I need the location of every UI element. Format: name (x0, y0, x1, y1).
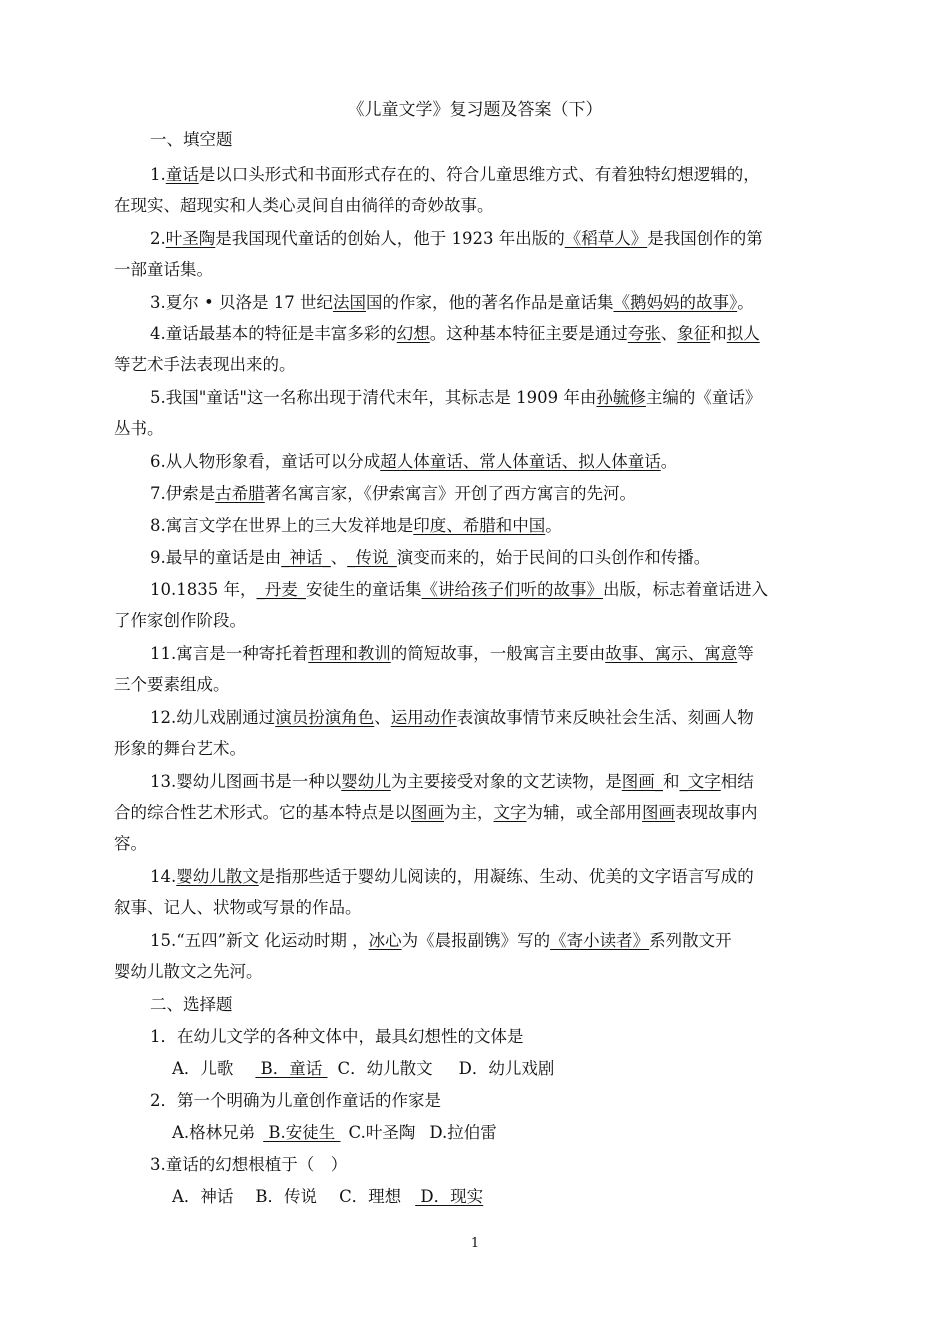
choice-question-1: 1．在幼儿文学的各种文体中，最具幻想性的文体是 (150, 1027, 524, 1046)
question-10-line-2: 了作家创作阶段。 (114, 611, 246, 630)
document-title: 《儿童文学》复习题及答案（下） (347, 100, 603, 120)
question-5-line-2: 丛书。 (114, 419, 164, 438)
choice-question-2: 2．第一个明确为儿童创作童话的作家是 (150, 1091, 441, 1110)
question-1-line-2: 在现实、超现实和人类心灵间自由徜徉的奇妙故事。 (114, 196, 494, 215)
question-1-line-1: 1.童话是以口头形式和书面形式存在的、符合儿童思维方式、有着独特幻想逻辑的， (150, 165, 760, 184)
question-11-line-1: 11.寓言是一种寄托着哲理和教训的简短故事，一般寓言主要由故事、寓示、寓意等 (150, 644, 754, 663)
choice-question-2-options: A.格林兄弟 B.安徒生 C.叶圣陶 D.拉伯雷 (172, 1123, 497, 1142)
question-14-line-1: 14.婴幼儿散文是指那些适于婴幼儿阅读的，用凝练、生动、优美的文字语言写成的 (150, 867, 754, 886)
question-15-line-2: 婴幼儿散文之先河。 (114, 962, 263, 981)
choice-question-3: 3.童话的幻想根植于（ ） (150, 1155, 348, 1174)
question-13-line-2: 合的综合性艺术形式。它的基本特点是以图画为主，文字为辅，或全部用图画表现故事内 (114, 803, 758, 822)
question-11-line-2: 三个要素组成。 (114, 675, 230, 694)
question-13-line-3: 容。 (114, 834, 147, 853)
question-2-line-1: 2.叶圣陶是我国现代童话的创始人，他于 1923 年出版的《稻草人》是我国创作的第 (150, 229, 763, 248)
question-9: 9.最早的童话是由_神话_、_传说_演变而来的，始于民间的口头创作和传播。 (150, 548, 711, 567)
choice-question-1-options: A．儿歌 B．童话 C．幼儿散文 D．幼儿戏剧 (172, 1059, 555, 1078)
question-14-line-2: 叙事、记人、状物或写景的作品。 (114, 898, 362, 917)
question-4-line-1: 4.童话最基本的特征是丰富多彩的幻想。这种基本特征主要是通过夸张、象征和拟人 (150, 324, 760, 343)
question-8: 8.寓言文学在世界上的三大发祥地是印度、希腊和中国。 (150, 516, 562, 535)
question-12-line-2: 形象的舞台艺术。 (114, 739, 246, 758)
question-12-line-1: 12.幼儿戏剧通过演员扮演角色、运用动作表演故事情节来反映社会生活、刻画人物 (150, 708, 754, 727)
section-heading-multiple-choice: 二、选择题 (150, 995, 233, 1014)
question-7: 7.伊索是古希腊著名寓言家，《伊索寓言》开创了西方寓言的先河。 (150, 484, 636, 503)
question-15-line-1: 15.“五四”新文 化运动时期 ，冰心为《晨报副镌》写的《寄小读者》系列散文开 (150, 931, 732, 950)
question-13-line-1: 13.婴幼儿图画书是一种以婴幼儿为主要接受对象的文艺读物，是图画_和_文字相结 (150, 772, 754, 791)
question-4-line-2: 等艺术手法表现出来的。 (114, 355, 296, 374)
section-heading-fill-blank: 一、填空题 (150, 130, 233, 149)
page-number: 1 (470, 1236, 480, 1251)
question-2-line-2: 一部童话集。 (114, 260, 213, 279)
question-5-line-1: 5.我国"童话"这一名称出现于清代末年，其标志是 1909 年由孙毓修主编的《童话》 (150, 388, 762, 407)
question-10-line-1: 10.1835 年，_丹麦_安徒生的童话集《讲给孩子们听的故事》出版，标志着童话进入 (150, 580, 768, 599)
question-3: 3.夏尔 • 贝洛是 17 世纪法国国的作家，他的著名作品是童话集《鹅妈妈的故事》。 (150, 293, 754, 312)
question-6: 6.从人物形象看，童话可以分成超人体童话、常人体童话、拟人体童话。 (150, 452, 678, 471)
choice-question-3-options: A．神话 B．传说 C．理想 D．现实 (172, 1187, 484, 1206)
